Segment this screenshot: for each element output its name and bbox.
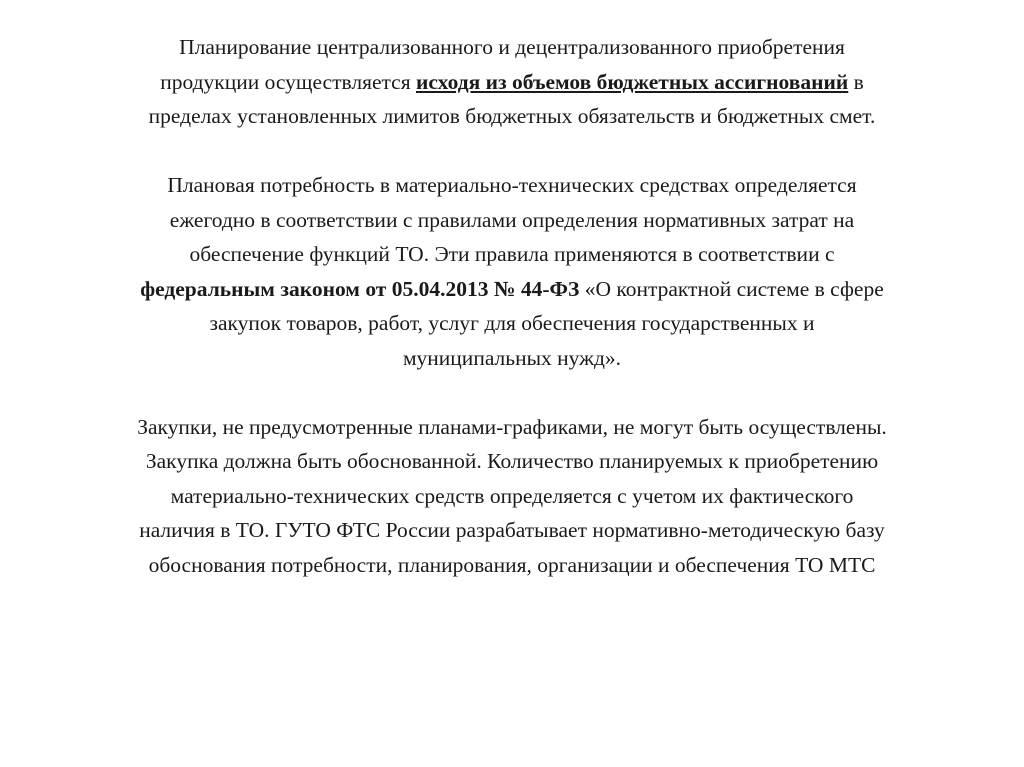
text-run: продукции осуществляется — [160, 69, 416, 94]
text-run: обоснования потребности, планирования, организации и обеспечения ТО МТС — [148, 552, 876, 577]
text-line — [40, 168, 984, 203]
text-line — [40, 513, 984, 548]
text-run: в — [848, 69, 864, 94]
text-run: обеспечение функций ТО. Эти правила применяются в соответствии с — [189, 242, 835, 266]
text-run: Закупка должна быть обоснованной. Количество планируемых к приобретению — [145, 449, 879, 473]
text-run: Планирование централизованного и децентрализованного приобретения — [179, 35, 845, 59]
text-line — [40, 306, 984, 341]
text-run: Закупки, не предусмотренные планами-графиками, не могут быть осуществлены. — [137, 414, 887, 439]
paragraph-procurement-justification — [40, 410, 984, 583]
text-line — [40, 548, 984, 583]
text-line — [40, 65, 984, 100]
text-run: закупок товаров, работ, услуг для обеспечения государственных и — [209, 311, 815, 335]
paragraph-procurement-planning — [40, 30, 984, 134]
text-run: «О контрактной системе в сфере — [579, 276, 884, 301]
text-run: Плановая потребность в материально-технических средствах определяется — [167, 173, 857, 197]
text-run: пределах установленных лимитов бюджетных обязательств и бюджетных смет. — [148, 104, 876, 128]
paragraph-planned-demand — [40, 168, 984, 375]
text-line — [40, 237, 984, 272]
text-line — [40, 203, 984, 238]
emphasis-federal-law: федеральным законом от 05.04.2013 № 44-ФЗ — [140, 276, 580, 301]
text-line — [40, 99, 984, 134]
text-line — [40, 272, 984, 307]
slide-text-body — [40, 30, 984, 617]
text-line — [40, 410, 984, 445]
text-run: наличия в ТО. ГУТО ФТС России разрабатывает нормативно-методическую базу — [139, 518, 885, 542]
text-run: муниципальных нужд». — [402, 345, 622, 370]
text-run: ежегодно в соответствии с правилами определения нормативных затрат на — [169, 207, 855, 232]
text-run: материально-технических средств определяется с учетом их фактического — [170, 483, 854, 508]
emphasis-budget-allocations: исходя из объемов бюджетных ассигнований — [416, 69, 849, 94]
text-line — [40, 341, 984, 376]
text-line — [40, 444, 984, 479]
text-line — [40, 30, 984, 65]
text-line — [40, 479, 984, 514]
